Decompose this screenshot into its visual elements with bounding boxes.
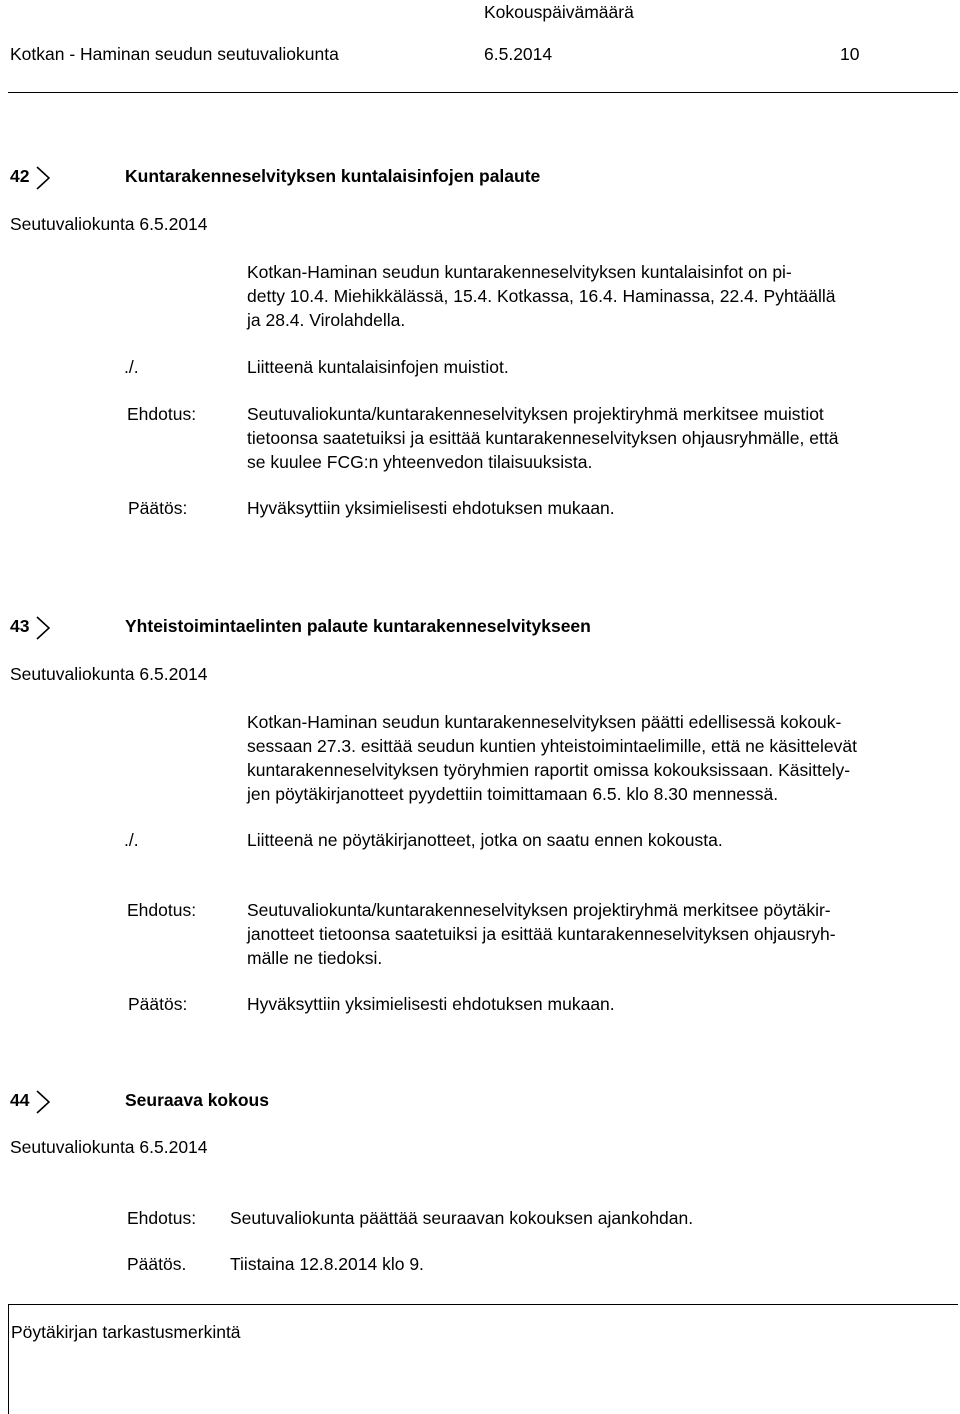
section-42-body-line-2: detty 10.4. Miehikkälässä, 15.4. Kotkassa, 16.4. Haminassa, 22.4. Pyhtäällä	[247, 286, 836, 306]
section-44-proposal-label: Ehdotus:	[127, 1208, 197, 1228]
section-43-attachment-text: Liitteenä ne pöytäkirjanotteet, jotka on saatu ennen kokousta.	[247, 830, 723, 850]
section-42-proposal-line-1: Seutuvaliokunta/kuntarakenneselvityksen projektiryhmä merkitsee muistiot	[247, 404, 824, 424]
section-mark-icon	[36, 166, 50, 190]
section-42-proposal-line-2: tietoonsa saatetuiksi ja esittää kuntarakenneselvityksen ohjausryhmälle, että	[247, 428, 839, 448]
section-42-body-line-1: Kotkan-Haminan seudun kuntarakenneselvityksen kuntalaisinfot on pi-	[247, 262, 792, 282]
footer-review-label: Pöytäkirjan tarkastusmerkintä	[11, 1322, 241, 1342]
footer-divider	[8, 1304, 958, 1305]
section-42-proposal-line-3: se kuulee FCG:n yhteenvedon tilaisuuksista.	[247, 452, 593, 472]
footer-box-left-edge	[8, 1304, 9, 1414]
section-42-decision: Hyväksyttiin yksimielisesti ehdotuksen mukaan.	[247, 498, 615, 518]
section-43-proposal-line-3: mälle ne tiedoksi.	[247, 948, 383, 968]
section-43-body-line-4: jen pöytäkirjanotteet pyydettiin toimittamaan 6.5. klo 8.30 mennessä.	[247, 784, 779, 804]
section-42-body-line-3: ja 28.4. Virolahdella.	[247, 310, 406, 330]
header-date-label: Kokouspäivämäärä	[484, 2, 634, 22]
section-43-meeting: Seutuvaliokunta 6.5.2014	[10, 664, 208, 684]
section-43-body-line-3: kuntarakenneselvityksen työryhmien raportit omissa kokouksissaan. Käsittely-	[247, 760, 851, 780]
section-42-attachment-text: Liitteenä kuntalaisinfojen muistiot.	[247, 357, 509, 377]
section-44-title: Seuraava kokous	[125, 1090, 269, 1110]
section-44-decision: Tiistaina 12.8.2014 klo 9.	[230, 1254, 424, 1274]
section-44-number: 44	[10, 1090, 30, 1110]
section-42-title: Kuntarakenneselvityksen kuntalaisinfojen palaute	[125, 166, 541, 186]
section-43-decision-label: Päätös:	[128, 994, 188, 1014]
section-43-title: Yhteistoimintaelinten palaute kuntarakenneselvitykseen	[125, 616, 591, 636]
section-44-meeting: Seutuvaliokunta 6.5.2014	[10, 1137, 208, 1157]
section-43-proposal-line-2: janotteet tietoonsa saatetuiksi ja esittää kuntarakenneselvityksen ohjausryh-	[247, 924, 836, 944]
section-42-proposal-label: Ehdotus:	[127, 404, 197, 424]
section-mark-icon	[36, 1090, 50, 1114]
section-mark-icon	[36, 616, 50, 640]
header-divider	[8, 92, 958, 93]
section-43-proposal-line-1: Seutuvaliokunta/kuntarakenneselvityksen projektiryhmä merkitsee pöytäkir-	[247, 900, 831, 920]
section-43-attachment-mark: ./.	[124, 830, 139, 850]
section-43-body-line-1: Kotkan-Haminan seudun kuntarakenneselvityksen päätti edellisessä kokouk-	[247, 712, 842, 732]
section-43-number: 43	[10, 616, 30, 636]
section-44-decision-label: Päätös.	[127, 1254, 187, 1274]
section-42-attachment-mark: ./.	[124, 357, 139, 377]
header-page-number: 10	[840, 44, 860, 64]
section-43-proposal-label: Ehdotus:	[127, 900, 197, 920]
section-43-body-line-2: sessaan 27.3. esittää seudun kuntien yhteistoimintaelimille, että ne käsittelevät	[247, 736, 857, 756]
header-organization: Kotkan - Haminan seudun seutuvaliokunta	[10, 44, 339, 64]
section-42-meeting: Seutuvaliokunta 6.5.2014	[10, 214, 208, 234]
section-42-number: 42	[10, 166, 30, 186]
section-42-decision-label: Päätös:	[128, 498, 188, 518]
section-44-proposal-line-1: Seutuvaliokunta päättää seuraavan kokouksen ajankohdan.	[230, 1208, 694, 1228]
header-date: 6.5.2014	[484, 44, 553, 64]
section-43-decision: Hyväksyttiin yksimielisesti ehdotuksen mukaan.	[247, 994, 615, 1014]
